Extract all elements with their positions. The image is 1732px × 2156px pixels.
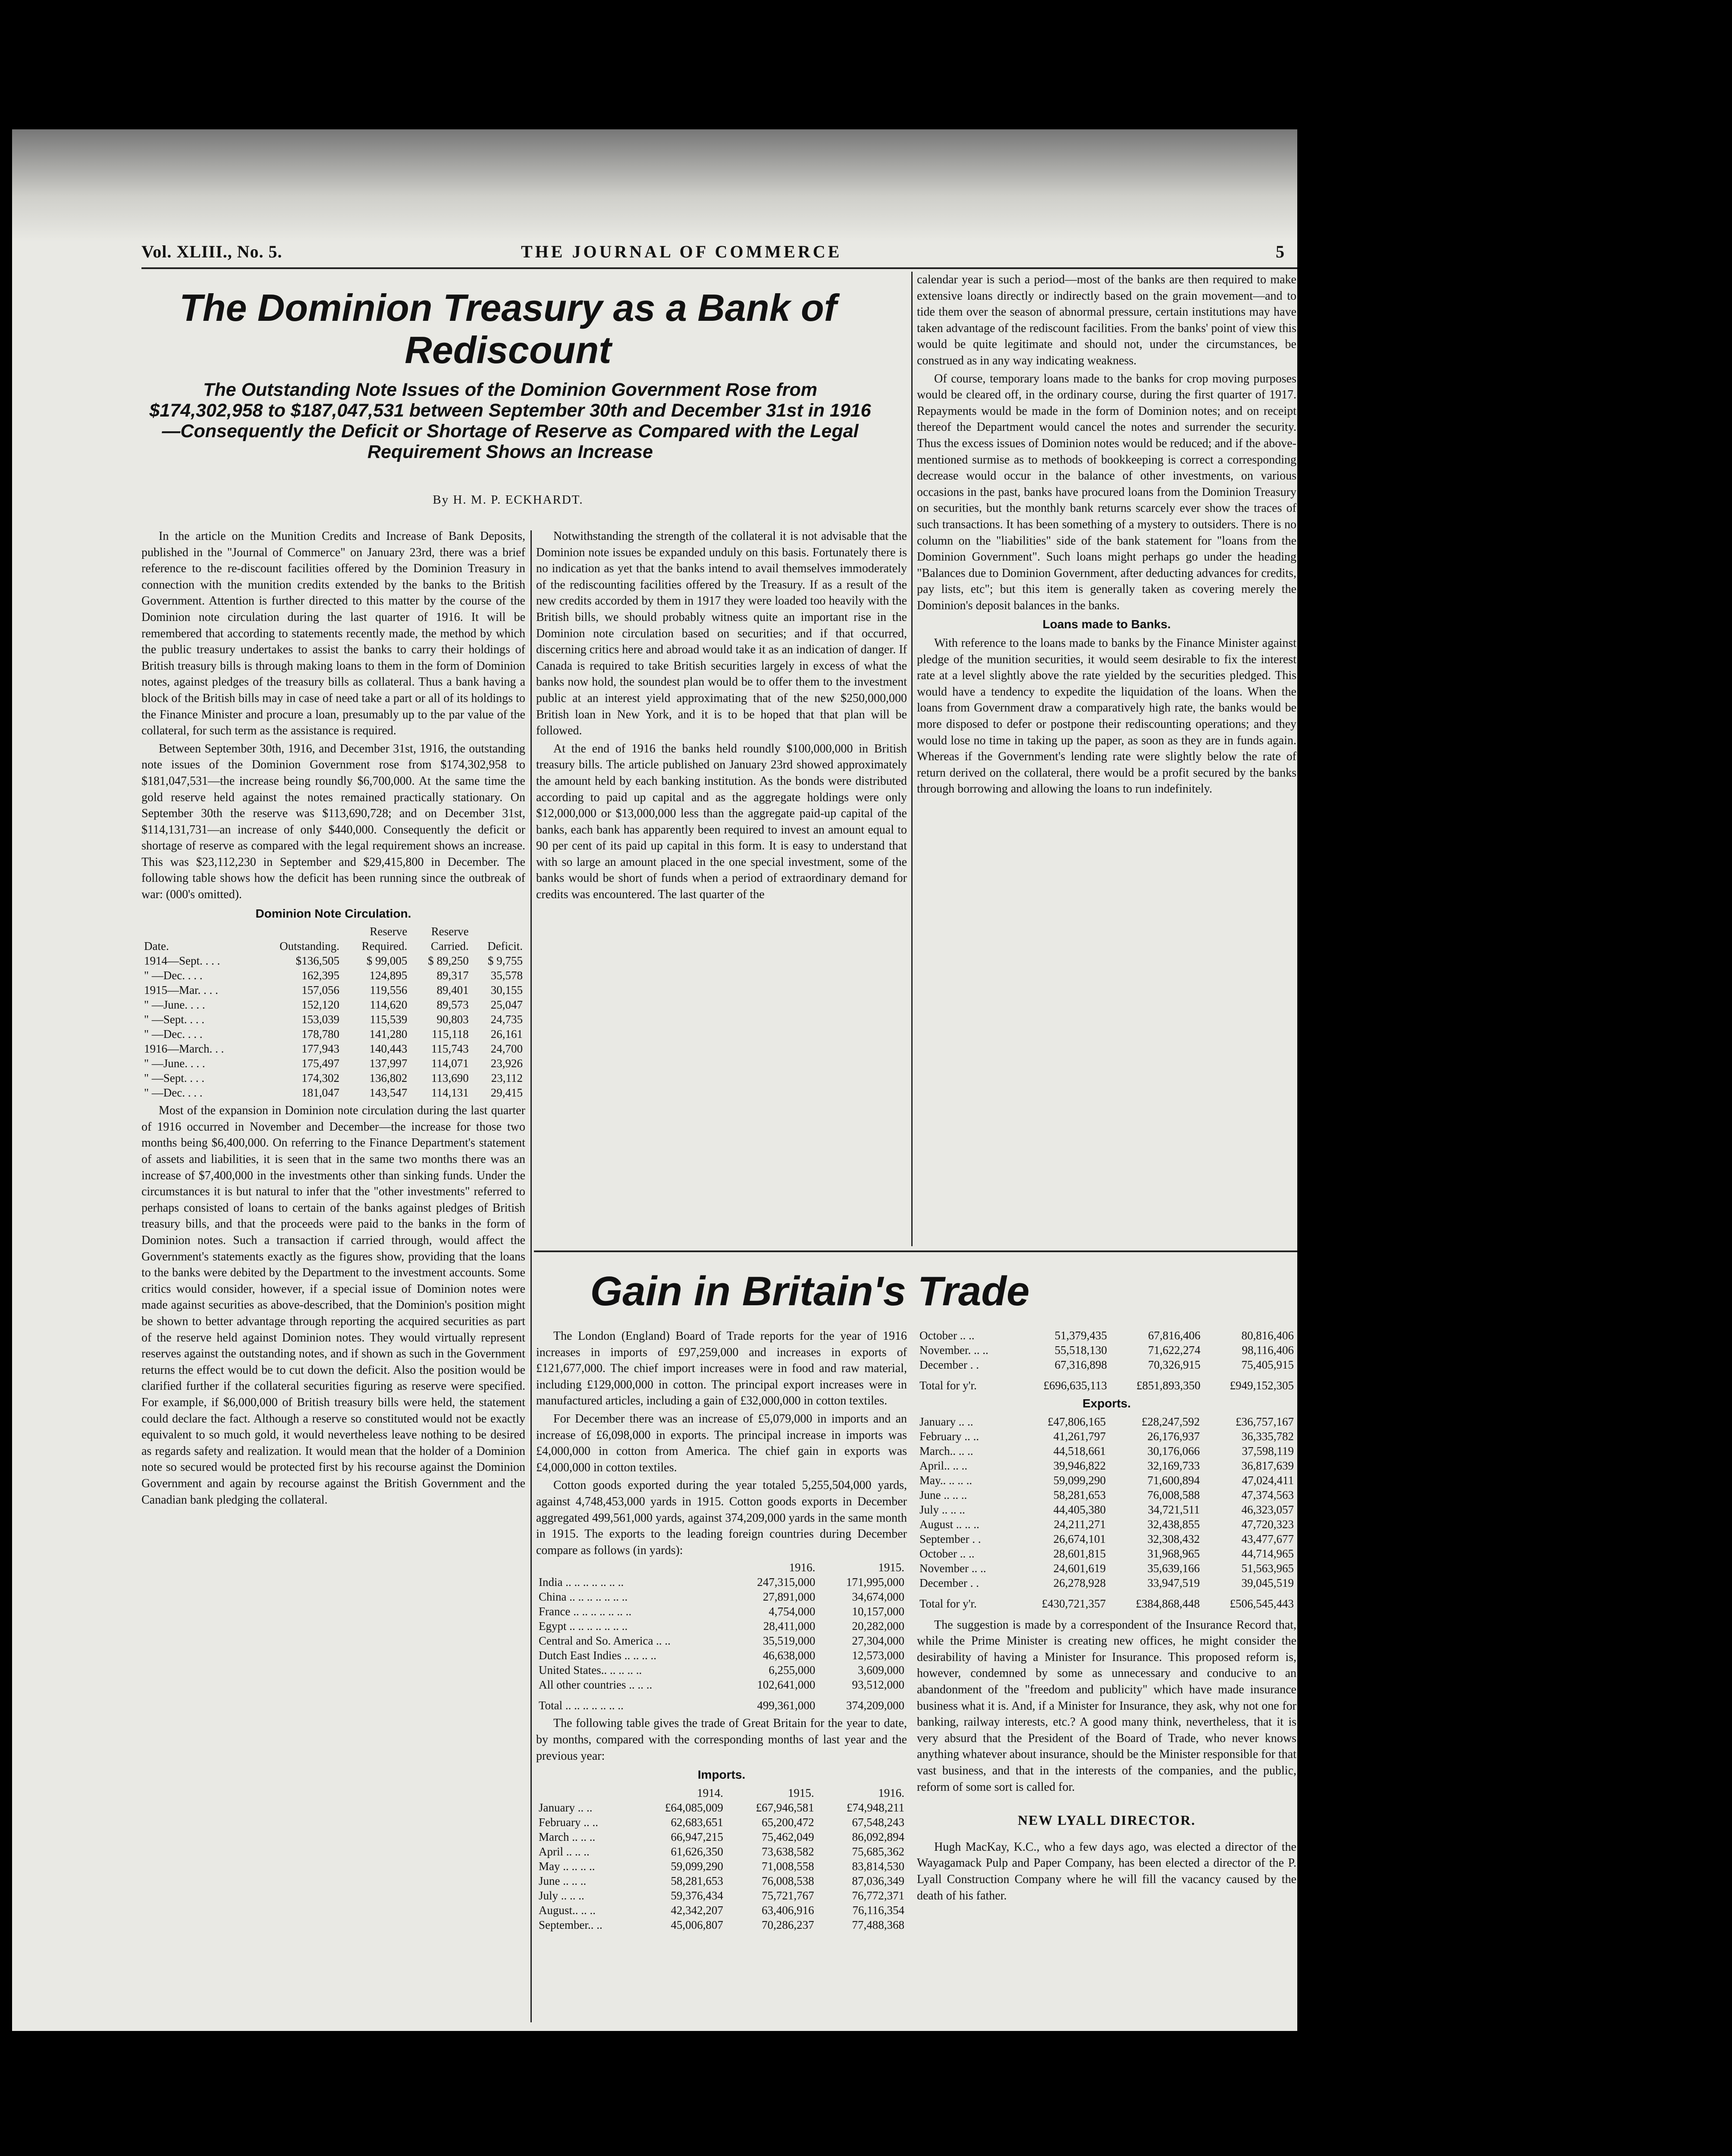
table-cell: September.. .. bbox=[539, 1918, 602, 1931]
table-row bbox=[917, 1414, 1296, 1429]
table-cell: Reserve bbox=[431, 925, 469, 938]
table-cell: 115,743 bbox=[431, 1042, 469, 1056]
table-cell: 67,316,898 bbox=[1054, 1358, 1107, 1371]
table-cell: Total for y'r. bbox=[919, 1597, 977, 1610]
table-cell: 51,563,965 bbox=[1241, 1561, 1294, 1575]
table-cell: " —Dec. . . . bbox=[144, 1028, 203, 1041]
table-cell: 34,721,511 bbox=[1148, 1503, 1200, 1516]
table-cell: 76,116,354 bbox=[852, 1903, 904, 1917]
paragraph: With reference to the loans made to banks by the Finance Minister against pledge of the munition securities, it would seem desirable to fix the interest rate at a level slightly above the rate yielded by the securities pledged. This would have a tendency to expedite the liquidation of the loans. When the loans from Government draw a comparatively high rate, the banks would be more disposed to defer or postpone their rediscounting operations; and they would lose no time in taking up the paper, as soon as they are in funds again. Whereas if the Government's lending rate were slightly below the rate of return derived on the collateral, there would be a profit secured by the banks through borrowing and allowing the loans to run indefinitely. bbox=[917, 636, 1296, 796]
table-row bbox=[536, 1830, 907, 1844]
table-cell: £67,946,581 bbox=[756, 1801, 814, 1814]
page-header bbox=[141, 237, 1297, 267]
article-byline: By H. M. P. ECKHARDT. bbox=[433, 493, 584, 507]
table-cell: 124,895 bbox=[369, 969, 408, 982]
table-row bbox=[141, 1071, 525, 1085]
table-cell: 4,754,000 bbox=[769, 1605, 816, 1618]
table-row bbox=[917, 1488, 1296, 1502]
paragraph: Cotton goods exported during the year totaled 5,255,504,000 yards, against 4,748,453,000 yards in 1915. Cotton goods exports in December aggregated 499,561,000 yards, against 374,209,000 yards in the same month in 1915. The exports to the leading foreign countries during December compare as follows (in yards): bbox=[536, 1479, 907, 1557]
table-cell: 41,261,797 bbox=[1053, 1429, 1106, 1443]
table-row bbox=[917, 1561, 1296, 1576]
table-row bbox=[141, 1056, 525, 1071]
table-row bbox=[536, 1648, 907, 1663]
table-cell: 71,008,558 bbox=[762, 1859, 814, 1873]
table-cell: 76,772,371 bbox=[852, 1889, 904, 1902]
table-cell: 115,539 bbox=[370, 1013, 408, 1026]
table-cell: France .. .. .. .. .. .. .. bbox=[539, 1605, 632, 1618]
table-cell: 28,411,000 bbox=[763, 1620, 816, 1633]
trade-column-2 bbox=[917, 1328, 1296, 1905]
table-cell: " —June. . . . bbox=[144, 998, 205, 1012]
table-cell: Total .. .. .. .. .. .. .. bbox=[539, 1699, 624, 1712]
table-cell: 30,176,066 bbox=[1147, 1444, 1200, 1457]
table-row bbox=[141, 953, 525, 968]
table-cell: 1916. bbox=[878, 1786, 904, 1799]
table-cell: November. .. .. bbox=[919, 1344, 988, 1357]
table-cell: India .. .. .. .. .. .. .. bbox=[539, 1576, 624, 1589]
table-cell: 26,176,937 bbox=[1147, 1429, 1200, 1443]
table-row bbox=[917, 1357, 1296, 1372]
table-cell: 136,802 bbox=[369, 1072, 408, 1085]
table-cell: £949,152,305 bbox=[1230, 1379, 1294, 1392]
table-cell: 1916—March. . . bbox=[144, 1042, 224, 1056]
table-cell: 76,008,588 bbox=[1147, 1488, 1200, 1501]
table-cell: £506,545,443 bbox=[1230, 1597, 1294, 1610]
table-cell: Total for y'r. bbox=[919, 1379, 977, 1392]
paragraph: The London (England) Board of Trade reports for the year of 1916 increases in imports of £97,259,000 and increases in exports of £121,677,000. The chief import increases were in food and raw material, including £129,000,000 in cotton. The principal export increases were in manufactured articles, including a gain of £32,000,000 in cotton textiles. bbox=[536, 1329, 907, 1408]
table-cell: 35,519,000 bbox=[762, 1634, 816, 1648]
table-cell: 24,700 bbox=[490, 1042, 523, 1056]
table-cell: 27,891,000 bbox=[762, 1590, 816, 1604]
table-cell: 1914. bbox=[697, 1786, 723, 1799]
table-cell: 175,497 bbox=[301, 1057, 340, 1070]
table-cell: 1914—Sept. . . . bbox=[144, 954, 220, 968]
table-cell: 44,405,380 bbox=[1053, 1503, 1106, 1516]
table-cell: " —Dec. . . . bbox=[144, 969, 203, 982]
table-cell: 35,639,166 bbox=[1147, 1561, 1200, 1575]
table-cell: February .. .. bbox=[539, 1815, 598, 1829]
table-cell: 71,622,274 bbox=[1148, 1344, 1201, 1357]
table-cell: 162,395 bbox=[301, 969, 340, 982]
table-cell: 47,720,323 bbox=[1241, 1517, 1294, 1531]
table-cell: 153,039 bbox=[301, 1013, 340, 1026]
table-cell: 65,200,472 bbox=[762, 1815, 814, 1829]
table-cell: 61,626,350 bbox=[671, 1845, 723, 1858]
table-cell: 374,209,000 bbox=[846, 1699, 904, 1712]
table-cell: 499,361,000 bbox=[757, 1699, 816, 1712]
imports-table-continued bbox=[917, 1328, 1296, 1393]
table-cell: 1915—Mar. . . . bbox=[144, 984, 218, 997]
table-cell: 141,280 bbox=[369, 1028, 408, 1041]
table-cell: 181,047 bbox=[301, 1086, 340, 1100]
table-cell: May .. .. .. .. bbox=[539, 1859, 595, 1873]
table-cell: 152,120 bbox=[301, 998, 340, 1012]
paragraph: Hugh MacKay, K.C., who a few days ago, was elected a director of the Wayagamack Pulp and Paper Company, has been elected a director of the P. Lyall Construction Company where he will fill the vacancy caused by the death of his father. bbox=[917, 1840, 1296, 1902]
table-cell: 143,547 bbox=[369, 1086, 408, 1100]
table-cell: 45,006,807 bbox=[671, 1918, 723, 1931]
table-cell: 36,817,639 bbox=[1241, 1459, 1294, 1472]
table-cell: February .. .. bbox=[919, 1429, 979, 1443]
table-cell bbox=[471, 924, 525, 939]
table-cell: Outstanding. bbox=[279, 940, 340, 953]
table-cell: " —Sept. . . . bbox=[144, 1013, 205, 1026]
section-subhead: Loans made to Banks. bbox=[1042, 617, 1171, 631]
table-row bbox=[536, 1859, 907, 1874]
trade-column-1 bbox=[536, 1328, 907, 1932]
table-cell: 24,601,619 bbox=[1053, 1561, 1106, 1575]
table-cell: 102,641,000 bbox=[757, 1678, 816, 1692]
table-cell: 26,161 bbox=[490, 1028, 523, 1041]
table-title: Dominion Note Circulation. bbox=[255, 906, 411, 920]
table-cell: 58,281,653 bbox=[1053, 1488, 1106, 1501]
table-cell: 26,674,101 bbox=[1053, 1532, 1106, 1545]
table-cell: 35,578 bbox=[490, 969, 523, 982]
table-cell: 115,118 bbox=[431, 1028, 469, 1041]
table-cell: 90,803 bbox=[436, 1013, 469, 1026]
table-cell: 33,947,519 bbox=[1147, 1576, 1200, 1589]
table-cell: £430,721,357 bbox=[1042, 1597, 1106, 1610]
table-row bbox=[536, 1800, 907, 1815]
table-cell: 59,099,290 bbox=[671, 1859, 723, 1873]
table-cell: 23,112 bbox=[491, 1072, 523, 1085]
table-cell: 98,116,406 bbox=[1242, 1344, 1294, 1357]
table-cell: 89,401 bbox=[436, 984, 469, 997]
table-row bbox=[536, 1903, 907, 1918]
table-cell: November .. .. bbox=[919, 1561, 986, 1575]
table-cell: 86,092,894 bbox=[852, 1830, 904, 1843]
table-cell: 39,045,519 bbox=[1241, 1576, 1294, 1589]
table-row bbox=[536, 1918, 907, 1932]
table-cell: 43,477,677 bbox=[1241, 1532, 1294, 1545]
table-row bbox=[536, 1815, 907, 1830]
table-cell: $ 99,005 bbox=[366, 954, 408, 968]
table-cell: 1916. bbox=[789, 1561, 816, 1574]
page-number: 5 bbox=[1276, 242, 1284, 261]
table-cell: 171,995,000 bbox=[846, 1576, 904, 1589]
table-cell: 47,374,563 bbox=[1241, 1488, 1294, 1501]
table-cell: September . . bbox=[919, 1532, 981, 1545]
table-cell: May.. .. .. .. bbox=[919, 1473, 972, 1487]
table-cell: 27,304,000 bbox=[852, 1634, 904, 1648]
table-cell: December . . bbox=[919, 1576, 979, 1589]
paragraph: The suggestion is made by a correspondent of the Insurance Record that, while the Prime Minister is creating new offices, he might consider the desirability of having a Minister for Insurance. This proposed reform is, however, condemned by some as unnecessary and conducive to an abandonment of the "freedom and publicity" which have made insurance business what it is. And, if a Minister for Insurance, they ask, why not one for banking, railway interests, etc.? A good many think, nevertheless, that it is very absurd that the President of the Board of Trade, who never knows anything whatever about insurance, should be the Minister responsible for that vast business, and that in the interests of the companies, and the public, reform of some sort is called for. bbox=[917, 1618, 1296, 1794]
table-row bbox=[141, 1041, 525, 1056]
table-cell: Reserve bbox=[370, 925, 408, 938]
table-cell: Central and So. America .. .. bbox=[539, 1634, 671, 1648]
table-header-row bbox=[141, 924, 525, 939]
table-cell: 24,735 bbox=[490, 1013, 523, 1026]
header-rule bbox=[141, 267, 1297, 269]
table-cell: January .. .. bbox=[919, 1415, 973, 1428]
table-cell: 25,047 bbox=[490, 998, 523, 1012]
table-cell: 44,518,661 bbox=[1053, 1444, 1106, 1457]
table-cell: 3,609,000 bbox=[858, 1664, 904, 1677]
table-cell: £28,247,592 bbox=[1142, 1415, 1200, 1428]
note-circulation-table bbox=[141, 924, 525, 1100]
table-header-row bbox=[536, 1560, 907, 1575]
table-cell: January .. .. bbox=[539, 1801, 593, 1814]
table-row bbox=[917, 1546, 1296, 1561]
table-cell: 37,598,119 bbox=[1242, 1444, 1294, 1457]
paragraph: Between September 30th, 1916, and December 31st, 1916, the outstanding note issues of the Dominion Government rose from $174,302,958 to $181,047,531—the increase being roundly $6,700,000. At the same time the gold reserve held against the notes remained practically stationary. On September 30th the reserve was $113,690,728; and on December 31st, $114,131,731—an increase of only $440,000. Consequently the deficit or shortage of reserve as compared with the legal requirement shows an increase. This was $23,112,230 in September and $29,415,800 in December. The following table shows how the deficit has been running since the outbreak of war: (000's omitted). bbox=[141, 742, 525, 902]
table-cell: $ 9,755 bbox=[488, 954, 523, 968]
new-lyall-headline: NEW LYALL DIRECTOR. bbox=[1017, 1812, 1196, 1828]
table-cell: 55,518,130 bbox=[1054, 1344, 1107, 1357]
table-cell: July .. .. .. bbox=[919, 1503, 965, 1516]
table-row bbox=[917, 1328, 1296, 1343]
column-rule bbox=[911, 272, 913, 1246]
table-cell: Required. bbox=[361, 940, 408, 953]
table-row bbox=[536, 1677, 907, 1692]
table-row bbox=[141, 968, 525, 983]
table-cell: June .. .. .. bbox=[919, 1488, 967, 1501]
table-cell: 63,406,916 bbox=[762, 1903, 814, 1917]
article-column-1 bbox=[141, 528, 525, 1510]
table-cell: 36,335,782 bbox=[1241, 1429, 1294, 1443]
table-cell: 73,638,582 bbox=[762, 1845, 814, 1858]
table-row bbox=[536, 1604, 907, 1619]
table-cell: 47,024,411 bbox=[1242, 1473, 1294, 1487]
table-cell: £74,948,211 bbox=[847, 1801, 904, 1814]
table-row bbox=[141, 983, 525, 997]
cotton-exports-table bbox=[536, 1560, 907, 1713]
table-row bbox=[536, 1619, 907, 1633]
table-cell: 157,056 bbox=[301, 984, 340, 997]
table-row bbox=[917, 1429, 1296, 1444]
table-cell: 42,342,207 bbox=[671, 1903, 723, 1917]
table-cell bbox=[255, 924, 342, 939]
table-cell: All other countries .. .. .. bbox=[539, 1678, 653, 1692]
table-cell: 75,462,049 bbox=[762, 1830, 814, 1843]
table-cell: 114,131 bbox=[431, 1086, 469, 1100]
table-cell: March.. .. .. bbox=[919, 1444, 973, 1457]
exports-table bbox=[917, 1414, 1296, 1611]
table-cell: 247,315,000 bbox=[757, 1576, 816, 1589]
table-cell: August.. .. .. bbox=[539, 1903, 596, 1917]
article-column-3 bbox=[917, 272, 1296, 799]
table-header-row bbox=[536, 1786, 907, 1800]
table-cell: 59,099,290 bbox=[1053, 1473, 1106, 1487]
table-row bbox=[536, 1575, 907, 1589]
table-row bbox=[536, 1844, 907, 1859]
table-cell: 32,169,733 bbox=[1147, 1459, 1200, 1472]
table-row bbox=[536, 1633, 907, 1648]
paragraph: Most of the expansion in Dominion note circulation during the last quarter of 1916 occurred in November and December—the increase for those two months being $6,400,000. On referring to the Finance Department's statement of assets and liabilities, it is seen that in the same two months there was an increase of $7,400,000 in the investments other than sinking funds. Under the circumstances it is but natural to infer that the "other investments" referred to perhaps consisted of loans to certain of the banks against pledges of British treasury bills, and that the proceeds were paid to the banks in the form of Dominion notes. Such a transaction if carried through, would affect the Government's statements exactly as the figures show, providing that the loans to the banks were debited by the Department to the investment accounts. Some critics would consider, however, if a special issue of Dominion notes were made against securities as above-described, that the Dominion's position might be shown to better advantage through reporting the acquired securities as part of the reserve held against Dominion notes. They would virtually represent reserves against the outstanding notes, and if shown as such in the Government returns the effect would be to cut down the deficit. Also the position would be clarified further if the collateral securities figuring as reserve were specified. For example, if $6,000,000 of British treasury bills were held, the statement could declare the fact. Although a reserve so constituted would not be exactly equivalent to so much gold, it would nevertheless leave nothing to be desired as regards safety and realization. It would mean that the holder of a Dominion note so secured would be protected first by his recourse against the Dominion Government and again by recourse against the British Government and the Canadian bank pledging the collateral. bbox=[141, 1104, 525, 1507]
table-cell: 26,278,928 bbox=[1053, 1576, 1106, 1589]
table-title: Exports. bbox=[1082, 1397, 1131, 1410]
table-cell: 10,157,000 bbox=[852, 1605, 904, 1618]
table-cell: December . . bbox=[919, 1358, 979, 1371]
table-cell: 67,548,243 bbox=[852, 1815, 904, 1829]
table-cell: 24,211,271 bbox=[1054, 1517, 1106, 1531]
table-row bbox=[917, 1576, 1296, 1590]
table-cell: 1915. bbox=[878, 1561, 904, 1574]
paragraph: The following table gives the trade of Great Britain for the year to date, by months, compared with the corresponding months of last year and the previous year: bbox=[536, 1717, 907, 1763]
table-cell: 29,415 bbox=[490, 1086, 523, 1100]
volume-label: Vol. XLIII., No. 5. bbox=[141, 242, 282, 261]
table-cell: 67,816,406 bbox=[1148, 1329, 1201, 1342]
table-cell: China .. .. .. .. .. .. .. bbox=[539, 1590, 628, 1604]
table-cell: 71,600,894 bbox=[1147, 1473, 1200, 1487]
table-cell: 114,620 bbox=[370, 998, 408, 1012]
table-row bbox=[917, 1502, 1296, 1517]
table-row bbox=[917, 1517, 1296, 1532]
table-cell: " —June. . . . bbox=[144, 1057, 205, 1070]
table-row bbox=[536, 1888, 907, 1903]
table-row bbox=[917, 1532, 1296, 1546]
table-cell: 66,947,215 bbox=[671, 1830, 723, 1843]
table-row bbox=[141, 1012, 525, 1027]
table-row bbox=[917, 1343, 1296, 1357]
table-cell: 140,443 bbox=[369, 1042, 408, 1056]
table-cell: " —Dec. . . . bbox=[144, 1086, 203, 1100]
table-cell: 59,376,434 bbox=[671, 1889, 723, 1902]
table-cell: October .. .. bbox=[919, 1329, 975, 1342]
table-cell: April .. .. .. bbox=[539, 1845, 590, 1858]
table-cell: $136,505 bbox=[295, 954, 340, 968]
table-row bbox=[141, 1027, 525, 1041]
table-cell: 76,008,538 bbox=[762, 1874, 814, 1887]
table-row bbox=[536, 1589, 907, 1604]
table-cell: 75,685,362 bbox=[852, 1845, 904, 1858]
table-cell: 58,281,653 bbox=[671, 1874, 723, 1887]
table-row bbox=[917, 1473, 1296, 1488]
article-headline: The Dominion Treasury as a Bank of Rediscount bbox=[179, 286, 837, 371]
paragraph: For December there was an increase of £5,079,000 in imports and an increase of £6,098,000 in exports. The principal increase in imports was £4,000,000 in cotton from America. The chief gain in exports was £4,000,000 in cotton textiles. bbox=[536, 1412, 907, 1474]
table-cell: 114,071 bbox=[431, 1057, 469, 1070]
table-cell: Carried. bbox=[431, 940, 469, 953]
table-cell: 177,943 bbox=[301, 1042, 340, 1056]
paragraph: calendar year is such a period—most of the banks are then required to make extensive loans directly or indirectly based on the grain movement—and to tide them over the season of abnormal pressure, certain institutions may have taken advantage of the rediscount facilities. From the banks' point of view this would be quite legitimate and should not, under the circumstances, be construed as in any way indicating weakness. bbox=[917, 273, 1296, 367]
table-cell: June .. .. .. bbox=[539, 1874, 587, 1887]
table-cell: 51,379,435 bbox=[1054, 1329, 1107, 1342]
table-row bbox=[536, 1692, 907, 1713]
article-subheadline: The Outstanding Note Issues of the Dominion Government Rose from $174,302,958 to $187,047,531 between September 30th and December 31st in 1916—Consequently the Deficit or Shortage of Reserve as Compared with the Legal Requirement Shows an Increase bbox=[149, 379, 871, 462]
table-cell: 34,674,000 bbox=[852, 1590, 904, 1604]
table-cell: 39,946,822 bbox=[1053, 1459, 1106, 1472]
table-cell: 70,326,915 bbox=[1148, 1358, 1201, 1371]
table-cell: 31,968,965 bbox=[1147, 1547, 1200, 1560]
table-cell: United States.. .. .. .. .. bbox=[539, 1664, 642, 1677]
article-column-2 bbox=[536, 528, 907, 905]
table-cell: £384,868,448 bbox=[1136, 1597, 1200, 1610]
table-cell: 75,405,915 bbox=[1241, 1358, 1294, 1371]
table-cell: Egypt .. .. .. .. .. .. .. bbox=[539, 1620, 628, 1633]
table-title: Imports. bbox=[697, 1768, 746, 1782]
table-cell: 174,302 bbox=[301, 1072, 340, 1085]
table-cell: 119,556 bbox=[370, 984, 408, 997]
table-cell: 75,721,767 bbox=[762, 1889, 814, 1902]
table-cell: £47,806,165 bbox=[1048, 1415, 1106, 1428]
table-cell: $ 89,250 bbox=[428, 954, 469, 968]
table-cell: 178,780 bbox=[301, 1028, 340, 1041]
table-cell: Deficit. bbox=[487, 940, 523, 953]
table-cell: 1915. bbox=[788, 1786, 814, 1799]
table-cell: 32,438,855 bbox=[1147, 1517, 1200, 1531]
table-cell: £696,635,113 bbox=[1043, 1379, 1107, 1392]
table-cell: £851,893,350 bbox=[1136, 1379, 1201, 1392]
table-cell: 12,573,000 bbox=[852, 1649, 904, 1662]
table-cell: March .. .. .. bbox=[539, 1830, 596, 1843]
table-cell: 44,714,965 bbox=[1241, 1547, 1294, 1560]
trade-headline: Gain in Britain's Trade bbox=[590, 1268, 1030, 1314]
table-cell: Date. bbox=[144, 940, 169, 953]
table-row bbox=[141, 1085, 525, 1100]
table-row bbox=[917, 1590, 1296, 1611]
table-cell bbox=[141, 924, 255, 939]
newspaper-page bbox=[12, 129, 1297, 2031]
paragraph: Of course, temporary loans made to the banks for crop moving purposes would be cleared off, in the ordinary course, during the first quarter of 1917. Repayments would be made in the form of Dominion notes; and on receipt thereof the Department would cancel the notes and surrender the security. Thus the excess issues of Dominion notes would be reduced; and if the above-mentioned surmise as to methods of bookkeeping is correct a corresponding decrease would occur in the balance of other investments, on various occasions in the past, banks have procured loans from the Dominion Treasury on securities, but the monthly bank returns scarcely ever show the traces of such transactions. It has been something of a mystery to outsiders. There is no column on the "liabilities" side of the bank statement for "loans from the Dominion Government". Such loans might perhaps go under the heading "Balances due to Dominion Government, after deducting advances for credits, pay lists, etc"; but this item is generally taken as covering merely the Dominion's deposit balances in the banks. bbox=[917, 372, 1296, 612]
table-cell: 32,308,432 bbox=[1147, 1532, 1200, 1545]
table-cell: " —Sept. . . . bbox=[144, 1072, 205, 1085]
table-cell: August .. .. .. bbox=[919, 1517, 979, 1531]
table-cell: 46,638,000 bbox=[762, 1649, 816, 1662]
table-cell: 70,286,237 bbox=[762, 1918, 814, 1931]
table-cell: 113,690 bbox=[431, 1072, 469, 1085]
table-row bbox=[917, 1458, 1296, 1473]
table-row bbox=[536, 1663, 907, 1677]
table-cell: July .. .. .. bbox=[539, 1889, 584, 1902]
table-cell bbox=[536, 1560, 729, 1575]
paragraph: Notwithstanding the strength of the collateral it is not advisable that the Dominion note issues be expanded unduly on this basis. Fortunately there is no indication as yet that the banks intend to avail themselves immoderately of the rediscounting facilities offered by the Treasury. If as a result of the new credits accorded by them in 1917 they were loaded too heavily with the British bills, we should probably witness quite an important rise in the Dominion note circulation based on securities; and if that occurred, discerning critics here and abroad would take it as an indication of danger. If Canada is required to take British securities largely in excess of what the banks now hold, the soundest plan would be to offer them to the investment public at an interest yield approximating that of the new $250,000,000 British loan in New York, and it is to be hoped that that plan will be followed. bbox=[536, 530, 907, 738]
table-cell: April.. .. .. bbox=[919, 1459, 967, 1472]
table-cell: 30,155 bbox=[490, 984, 523, 997]
table-cell: 28,601,815 bbox=[1053, 1547, 1106, 1560]
table-cell: October .. .. bbox=[919, 1547, 975, 1560]
table-cell: 83,814,530 bbox=[852, 1859, 904, 1873]
table-cell: 89,573 bbox=[436, 998, 469, 1012]
table-cell: 77,488,368 bbox=[852, 1918, 904, 1931]
table-cell: 23,926 bbox=[490, 1057, 523, 1070]
table-cell: 46,323,057 bbox=[1241, 1503, 1294, 1516]
imports-table bbox=[536, 1786, 907, 1932]
section-rule bbox=[534, 1250, 1297, 1252]
table-cell: £64,085,009 bbox=[665, 1801, 723, 1814]
table-cell: 6,255,000 bbox=[769, 1664, 816, 1677]
table-row bbox=[917, 1372, 1296, 1393]
table-row bbox=[536, 1874, 907, 1888]
table-cell: 62,683,651 bbox=[671, 1815, 723, 1829]
table-row bbox=[141, 997, 525, 1012]
table-cell: 137,997 bbox=[369, 1057, 408, 1070]
paragraph: In the article on the Munition Credits and Increase of Bank Deposits, published in the "Journal of Commerce" on January 23rd, there was a brief reference to the re-discount facilities offered by the Dominion Treasury in connection with the munition credits extended by the banks to the British Government. Attention is further directed to this matter by the course of the Dominion note circulation during the last quarter of 1916. It will be remembered that according to statements recently made, the method by which the public treasury undertakes to assist the banks to carry their holdings of British treasury bills is through making loans to them in the form of Dominion notes, against pledges of the treasury bills as collateral. Thus a bank having a block of the British bills may in case of need take a part or all of its holdings to the Finance Minister and procure a loan, presumably up to the par value of the collateral, for such term as the assistance is required. bbox=[141, 530, 525, 738]
table-cell: 89,317 bbox=[436, 969, 469, 982]
table-cell: 93,512,000 bbox=[852, 1678, 904, 1692]
paragraph: At the end of 1916 the banks held roundly $100,000,000 in British treasury bills. The article published on January 23rd showed approximately the amount held by each banking institution. As the bonds were distributed according to paid up capital and as the aggregate holdings were only $12,000,000 or $13,000,000 less than the aggregate paid-up capital of the banks, each bank has apparently been required to invest an amount equal to 90 per cent of its paid up capital in this form. It is easy to understand that with so large an amount placed in the one special investment, some of the banks would be short of funds when a period of extraordinary demand for credits was encountered. The last quarter of the bbox=[536, 742, 907, 902]
table-cell: 20,282,000 bbox=[852, 1620, 904, 1633]
table-cell: £36,757,167 bbox=[1236, 1415, 1294, 1428]
table-cell bbox=[536, 1786, 635, 1800]
table-cell: 87,036,349 bbox=[852, 1874, 904, 1887]
masthead-title: THE JOURNAL OF COMMERCE bbox=[521, 242, 842, 261]
table-cell: Dutch East Indies .. .. .. .. bbox=[539, 1649, 656, 1662]
table-row bbox=[917, 1444, 1296, 1458]
table-header-row bbox=[141, 939, 525, 953]
table-cell: 80,816,406 bbox=[1241, 1329, 1294, 1342]
